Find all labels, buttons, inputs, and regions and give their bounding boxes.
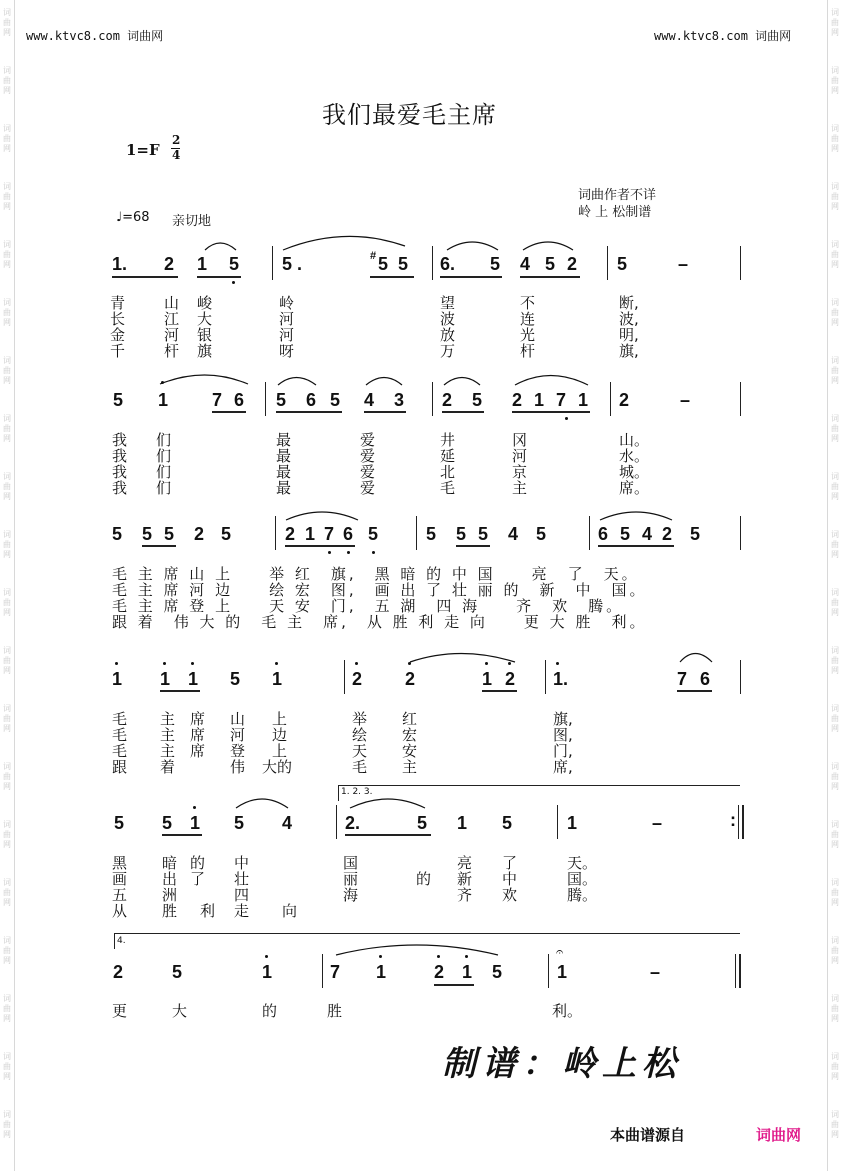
lyric: 中 [234,854,250,872]
side-watermark-text: 词 曲 网 [831,762,839,791]
lyric: 我 [112,463,128,481]
note: 5 [690,524,701,544]
slur [236,799,288,808]
lyric: 大的 [262,758,293,776]
side-watermark-text: 词 曲 网 [3,530,11,559]
lyric: 腾。 [567,886,598,904]
note: 6. [440,254,456,274]
lyric: 最 [276,463,292,481]
lyric: 走 [234,902,250,920]
note: 1 [376,962,387,982]
note: 2 [113,962,124,982]
lyric: 光 [520,326,536,344]
note: 5 [502,813,513,833]
side-watermark-text: 词 曲 网 [3,240,11,269]
lyric: 万 [440,342,456,360]
lyric: 我 [112,447,128,465]
lyric: 爱 [360,463,376,481]
lyric: 毛 [112,742,128,760]
note: 5 [456,524,467,544]
lyric: 胜 [327,1002,343,1020]
lyric: 五 [112,886,128,904]
lyric: 放 [440,326,456,344]
fermata-icon: 𝄐 [556,945,564,960]
tempo-marking: ♩=68 [116,210,150,225]
lyric: 波 [440,310,456,328]
note: 5 [536,524,547,544]
note: 5 [229,254,240,274]
side-watermark-text: 词 曲 网 [831,356,839,385]
lyric: 断, [619,294,639,312]
note: 2 [164,254,175,274]
side-watermark-text: 词 曲 网 [831,530,839,559]
lyric: 画 [112,870,128,888]
note: 2 [505,669,516,689]
lyric: 主 [160,710,176,728]
side-watermark-text: 词 曲 网 [831,414,839,443]
lyric: 银 [197,326,213,344]
note: 1 [160,669,171,689]
song-title: 我们最爱毛主席 [322,101,497,129]
side-watermark-text: 词 曲 网 [3,472,11,501]
note: 4 [642,524,653,544]
lyric: 山。 [619,431,650,449]
lyric-line: 跟 着 伟 大 的 毛 主 席, 从 胜 利 走 向 更 大 胜 利。 [112,613,648,631]
side-watermark-text: 词 曲 网 [831,240,839,269]
note: 2 [567,254,578,274]
slur [160,375,248,384]
side-watermark-text: 词 曲 网 [3,994,11,1023]
time-signature-top: 2 [172,133,181,147]
lyric: 上 [272,710,288,728]
lyric: 丽 [343,870,359,888]
note: 1. [112,254,128,274]
lyric: 欢 [502,886,518,904]
note: 5 [162,813,173,833]
repeat-dots: : [730,810,736,830]
side-watermark-text: 词 曲 网 [831,646,839,675]
lyric: 杆 [164,342,180,360]
note: 2 [434,962,445,982]
note: 1 [112,669,123,689]
note: 5 [164,524,175,544]
lyric: 大 [197,310,213,328]
lyric: 最 [276,479,292,497]
side-watermark-text: 词 曲 网 [3,8,11,37]
note: 1 [262,962,273,982]
lyric: 绘 [352,726,368,744]
side-watermark-text: 词 曲 网 [3,588,11,617]
lyric-line: 毛 主 席 登 上 天 安 门, 五 湖 四 海 齐 欢 腾。 [112,597,625,615]
lyric: 青 [110,294,126,312]
lyric: 安 [402,742,418,760]
slur [366,378,402,386]
note: 6 [598,524,609,544]
note: 2 [352,669,363,689]
expression-marking: 亲切地 [172,214,212,229]
note: 4 [520,254,531,274]
note: 6 [700,669,711,689]
slur [680,654,712,663]
note: 2 [194,524,205,544]
side-watermark-text: 词 曲 网 [831,878,839,907]
note: 5 [142,524,153,544]
lyric: 毛 [352,758,368,776]
lyric: 国。 [567,870,598,888]
signature: 制谱：岭上松 [442,1044,682,1084]
side-watermark-text: 词 曲 网 [831,8,839,37]
lyric: 爱 [360,431,376,449]
lyric: 河 [512,447,528,465]
side-watermark-text: 词 曲 网 [3,124,11,153]
lyric: 毛 [112,726,128,744]
side-watermark-text: 词 曲 网 [3,704,11,733]
note: 5 [417,813,428,833]
slur [600,512,672,520]
side-watermark-text: 词 曲 网 [3,414,11,443]
lyric: 不 [520,294,536,312]
lyric: 席 [190,726,206,744]
lyric: 图, [553,726,573,744]
slur [447,242,498,250]
lyric: 壮 [234,870,250,888]
side-watermark-text: 词 曲 网 [831,588,839,617]
note: – [652,813,663,833]
lyric: 旗, [619,342,639,360]
note: 1 [188,669,199,689]
note: 1 [457,813,468,833]
note: 5 [230,669,241,689]
note: 1 [534,390,545,410]
lyric: 山 [164,294,180,312]
note: 1 [158,390,169,410]
side-watermark-text: 词 曲 网 [831,182,839,211]
lyric: 京 [512,463,528,481]
lyric: 井 [440,431,456,449]
side-watermark-text: 词 曲 网 [3,936,11,965]
note: 1 [305,524,316,544]
lyric: 的 [262,1002,278,1020]
sharp-sign: # [370,250,377,262]
lyric: 齐 [457,886,473,904]
note: 2 [442,390,453,410]
header-url-left[interactable]: www.ktvc8.com 词曲网 [26,29,164,43]
lyric: 国 [343,854,359,872]
note: 1 [567,813,578,833]
side-watermark-text: 词 曲 网 [831,820,839,849]
note: 5 [276,390,287,410]
lyric-line: 毛 主 席 河 边 绘 宏 图, 画 出 了 壮 丽 的 新 中 国。 [112,581,648,599]
lyric: 连 [520,310,536,328]
note: 6 [306,390,317,410]
side-watermark-text: 词 曲 网 [3,298,11,327]
lyric: 大 [172,1002,188,1020]
side-watermark-text: 词 曲 网 [3,762,11,791]
side-watermark-text: 词 曲 网 [831,1052,839,1081]
lyric: 爱 [360,447,376,465]
note: – [680,390,691,410]
note: 1 [190,813,201,833]
side-watermark-text: 词 曲 网 [3,646,11,675]
lyric: 明, [619,326,639,344]
note: 2 [662,524,673,544]
lyric: 水。 [619,447,650,465]
lyric: 席 [190,710,206,728]
lyric-line: 毛 主 席 山 上 举 红 旗, 黑 暗 的 中 国 亮 了 天。 [112,565,640,583]
note: 1 [462,962,473,982]
note: 5 [490,254,501,274]
lyric: 城。 [619,463,650,481]
lyric: 河 [279,310,295,328]
note: 1 [272,669,283,689]
slur [350,799,425,808]
slur [286,512,358,520]
note: 1 [557,962,568,982]
lyric: 呀 [279,342,295,360]
lyric: 着 [160,758,176,776]
slur [444,378,480,386]
slur [410,654,515,663]
lyric: 上 [272,742,288,760]
lyric: 们 [156,447,172,465]
lyric: 旗 [197,342,213,360]
lyric: 最 [276,447,292,465]
slur [515,376,588,386]
slur [523,242,573,250]
header-url-right[interactable]: www.ktvc8.com 词曲网 [654,29,792,43]
note: 5 [545,254,556,274]
lyric: 出 [162,870,178,888]
lyric: 利 [200,902,216,920]
lyric: 海 [343,886,359,904]
lyric: 亮 [457,854,473,872]
lyric: 主 [402,758,418,776]
lyric: 北 [440,463,456,481]
note: 7 [330,962,341,982]
time-signature-bottom: 4 [172,148,181,162]
lyric: 延 [440,447,456,465]
note: 1. [553,669,569,689]
side-watermark-text: 词 曲 网 [831,936,839,965]
lyric: 从 [112,902,128,920]
lyric: 向 [282,902,298,920]
note: 5 [620,524,631,544]
note: 4 [282,813,293,833]
slur [283,236,405,250]
note: 1 [197,254,208,274]
note: – [650,962,661,982]
lyric: 长 [110,310,126,328]
lyric: 洲 [162,886,178,904]
side-watermark-text: 词 曲 网 [3,820,11,849]
side-watermark-text: 词 曲 网 [3,356,11,385]
lyric: 跟 [112,758,128,776]
volta-label: 1. 2. 3. [341,787,373,797]
note: 5 [112,524,123,544]
lyric: 新 [457,870,473,888]
lyric: 中 [502,870,518,888]
lyric: 我 [112,479,128,497]
lyric: 波, [619,310,639,328]
lyric: 的 [190,854,206,872]
credit-line-2: 岭 上 松制谱 [578,205,652,220]
lyric: 望 [440,294,456,312]
lyric: 们 [156,479,172,497]
note: 5 [492,962,503,982]
lyric: 暗 [162,854,178,872]
side-watermark-text: 词 曲 网 [3,1110,11,1139]
side-watermark-text: 词 曲 网 [3,66,11,95]
lyric: 毛 [440,479,456,497]
note: 7 [212,390,223,410]
lyric: 山 [230,710,246,728]
side-watermark-text: 词 曲 网 [831,704,839,733]
lyric: 的 [416,870,432,888]
note: 7 [324,524,335,544]
note: 5 [113,390,124,410]
lyric: 红 [402,710,418,728]
note: 2 [512,390,523,410]
footer-source-label: 本曲谱源自 [610,1126,686,1144]
side-watermark-text: 词 曲 网 [3,1052,11,1081]
note: 2 [405,669,416,689]
lyric: 主 [160,726,176,744]
note: 7 [677,669,688,689]
slur [205,243,236,250]
lyric: 更 [112,1002,128,1020]
lyric: 旗, [553,710,573,728]
lyric: 主 [160,742,176,760]
lyric: 门, [553,742,573,760]
lyric: 天 [352,742,368,760]
note: 5 [398,254,409,274]
lyric: 我 [112,431,128,449]
side-watermark-text: 词 曲 网 [831,994,839,1023]
slur [336,945,498,955]
note: 6 [343,524,354,544]
note: 1 [482,669,493,689]
note: 5 [472,390,483,410]
note: 5 [330,390,341,410]
note: 5 [368,524,379,544]
note: 3 [394,390,405,410]
lyric: 举 [352,710,368,728]
lyric: 最 [276,431,292,449]
lyric: 了 [502,854,518,872]
lyric: 冈 [512,431,528,449]
slur [278,378,316,386]
lyric: 河 [230,726,246,744]
lyric: 四 [234,886,250,904]
lyric: 主 [512,479,528,497]
lyric: 席。 [619,479,650,497]
lyric: 河 [279,326,295,344]
lyric: 边 [272,726,288,744]
footer-brand-link[interactable]: 词曲网 [756,1126,802,1144]
note: 5 [478,524,489,544]
note: 5 [378,254,389,274]
lyric: 天。 [567,854,598,872]
volta-label: 4. [117,936,126,946]
lyric: 黑 [112,854,128,872]
note: 5 [114,813,125,833]
lyric: 杆 [520,342,536,360]
lyric: 千 [110,342,126,360]
side-watermark-text: 词 曲 网 [831,124,839,153]
lyric: 们 [156,431,172,449]
lyric: 宏 [402,726,418,744]
side-watermark-text: 词 曲 网 [3,182,11,211]
side-watermark-text: 词 曲 网 [831,66,839,95]
lyric: 胜 [162,902,178,920]
note: 6 [234,390,245,410]
lyric: 了 [190,870,206,888]
note: 5 [221,524,232,544]
credit-line-1: 词曲作者不详 [578,188,657,203]
lyric: 登 [230,742,246,760]
note: 4 [364,390,375,410]
key-signature: 1=F [126,141,160,159]
note: 4 [508,524,519,544]
note: 7 [556,390,567,410]
side-watermark-text: 词 曲 网 [831,298,839,327]
note: – [678,254,689,274]
note: 2 [285,524,296,544]
lyric: 席 [190,742,206,760]
note: 2 [619,390,630,410]
lyric: 毛 [112,710,128,728]
lyric: 河 [164,326,180,344]
note: 1 [578,390,589,410]
lyric: 岭 [279,294,295,312]
lyric: 利。 [552,1002,583,1020]
side-watermark-text: 词 曲 网 [3,878,11,907]
note: 5 . [282,254,303,274]
note: 5 [234,813,245,833]
note: 2. [345,813,361,833]
lyric: 江 [164,310,180,328]
lyric: 席, [553,758,573,776]
side-watermark-text: 词 曲 网 [831,1110,839,1139]
note: 5 [617,254,628,274]
lyric: 伟 [230,758,246,776]
lyric: 峻 [197,294,213,312]
lyric: 金 [110,326,126,344]
note: 5 [172,962,183,982]
lyric: 们 [156,463,172,481]
side-watermark-text: 词 曲 网 [831,472,839,501]
lyric: 爱 [360,479,376,497]
note: 5 [426,524,437,544]
